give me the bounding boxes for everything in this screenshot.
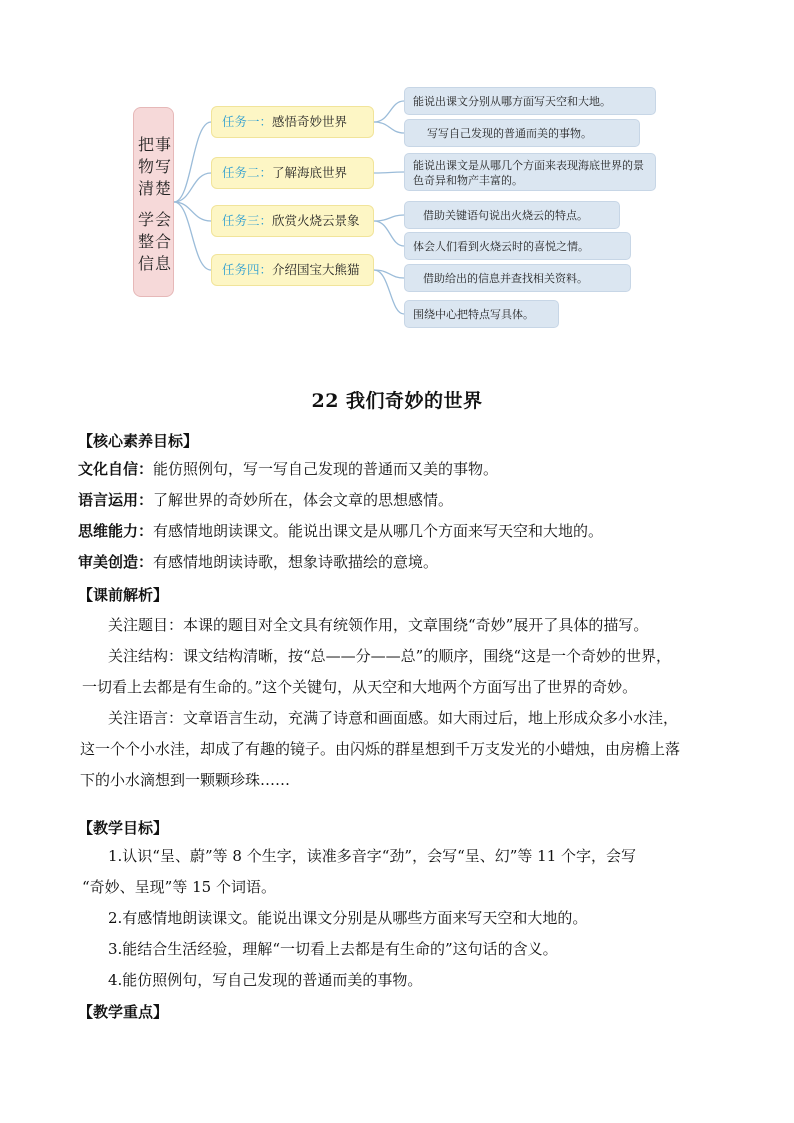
core-goal-row [78,521,603,541]
section-heading-teaching-goals: 【教学目标】 [78,819,169,837]
leaf-node-7: 围绕中心把特点写具体。 [404,300,559,328]
connector-task3-leaf4 [374,215,404,221]
core-goal-text: 了解世界的奇妙所在，体会文章的思想感情。 [153,491,454,509]
task-text: 感悟奇妙世界 [272,114,348,129]
connector-task1-leaf1 [374,101,404,122]
core-goal-row [78,552,438,572]
task-node-4 [211,254,374,286]
mind-map-connectors [0,0,794,340]
mind-map-root [133,107,174,297]
root-char: 写 [154,157,171,176]
task-node-3 [211,205,374,237]
core-goal-row [78,490,453,510]
task-node-1 [211,106,374,138]
connector-root-task2 [174,173,211,202]
root-char: 事 [154,135,171,154]
paragraph-line: 关注题目：本课的题目对全文具有统领作用，文章围绕“奇妙”展开了具体的描写。 [108,616,649,634]
root-char: 会 [154,210,171,229]
core-goal-text: 有感情地朗读课文。能说出课文是从哪几个方面来写天空和大地的。 [153,522,604,540]
paragraph-line: 下的小水滴想到一颗颗珍珠…… [80,771,291,789]
connector-task2-leaf3 [374,172,404,173]
connector-task1-leaf2 [374,122,404,133]
core-goal-text: 能仿照例句，写一写自己发现的普通而又美的事物。 [153,460,499,478]
task-tag: 任务三： [222,213,273,228]
leaf-node-5: 体会人们看到火烧云时的喜悦之情。 [404,232,631,260]
core-goal-label: 语言运用： [78,491,154,509]
root-char: 学 [137,210,154,229]
paragraph-line: 这一个个小水洼，却成了有趣的镜子。由闪烁的群星想到千万支发光的小蜡烛，由房檐上落 [80,740,681,758]
core-goal-label: 文化自信： [78,460,154,478]
root-column-2 [154,134,172,200]
root-char: 信 [137,254,154,273]
task-tag: 任务二： [222,165,273,180]
core-goal-label: 审美创造： [78,553,154,571]
leaf-node-2: 写写自己发现的普通而美的事物。 [404,119,640,147]
root-char: 清 [137,179,154,198]
connector-task3-leaf5 [374,221,404,246]
section-heading-pre-analysis: 【课前解析】 [78,586,169,604]
connector-root-task1 [174,122,211,202]
connector-task4-leaf7 [374,270,404,314]
root-char: 整 [137,232,154,251]
mind-map [0,0,794,340]
leaf-node-6: 借助给出的信息并查找相关资料。 [404,264,631,292]
root-char: 物 [137,157,154,176]
teaching-goal-line: 2.有感情地朗读课文。能说出课文分别是从哪些方面来写天空和大地的。 [108,909,588,927]
core-goal-row [78,459,498,479]
task-text: 了解海底世界 [272,165,348,180]
paragraph-line: 关注语言：文章语言生动，充满了诗意和画面感。如大雨过后，地上形成众多小水洼， [108,709,679,727]
leaf-node-1: 能说出课文分别从哪方面写天空和大地。 [404,87,656,115]
task-node-2 [211,157,374,189]
document-title: 22 我们奇妙的世界 [311,390,483,412]
core-goal-text: 有感情地朗读诗歌，想象诗歌描绘的意境。 [153,553,439,571]
leaf-node-3: 能说出课文是从哪几个方面来表现海底世界的景色奇异和物产丰富的。 [404,153,656,191]
teaching-goal-line: 3.能结合生活经验，理解“一切看上去都是有生命的”这句话的含义。 [108,940,558,958]
task-text: 欣赏火烧云景象 [272,213,360,228]
root-column-4 [154,209,172,275]
root-char: 息 [154,254,171,273]
paragraph-line: 关注结构：课文结构清晰，按“总——分——总”的顺序，围绕“这是一个奇妙的世界， [108,647,672,665]
teaching-goal-line: “奇妙、呈现”等 15 个词语。 [82,878,276,896]
teaching-goal-line: 1.认识“呈、蔚”等 8 个生字，读准多音字“劲”，会写“呈、幻”等 11 个字，会写 [108,847,637,865]
root-column-1 [137,134,155,200]
section-heading-key-points: 【教学重点】 [78,1003,169,1021]
leaf-node-4: 借助关键语句说出火烧云的特点。 [404,201,620,229]
core-goal-label: 思维能力： [78,522,154,540]
task-text: 介绍国宝大熊猫 [272,262,360,277]
root-char: 合 [154,232,171,251]
task-tag: 任务四： [222,262,273,277]
root-char: 把 [137,135,154,154]
paragraph-line: 一切看上去都是有生命的。”这个关键句，从天空和大地两个方面写出了世界的奇妙。 [82,678,638,696]
root-char: 楚 [154,179,171,198]
root-column-3 [137,209,155,275]
task-tag: 任务一： [222,114,273,129]
teaching-goal-line: 4.能仿照例句，写自己发现的普通而美的事物。 [108,971,423,989]
section-heading-core-goals: 【核心素养目标】 [78,432,199,450]
